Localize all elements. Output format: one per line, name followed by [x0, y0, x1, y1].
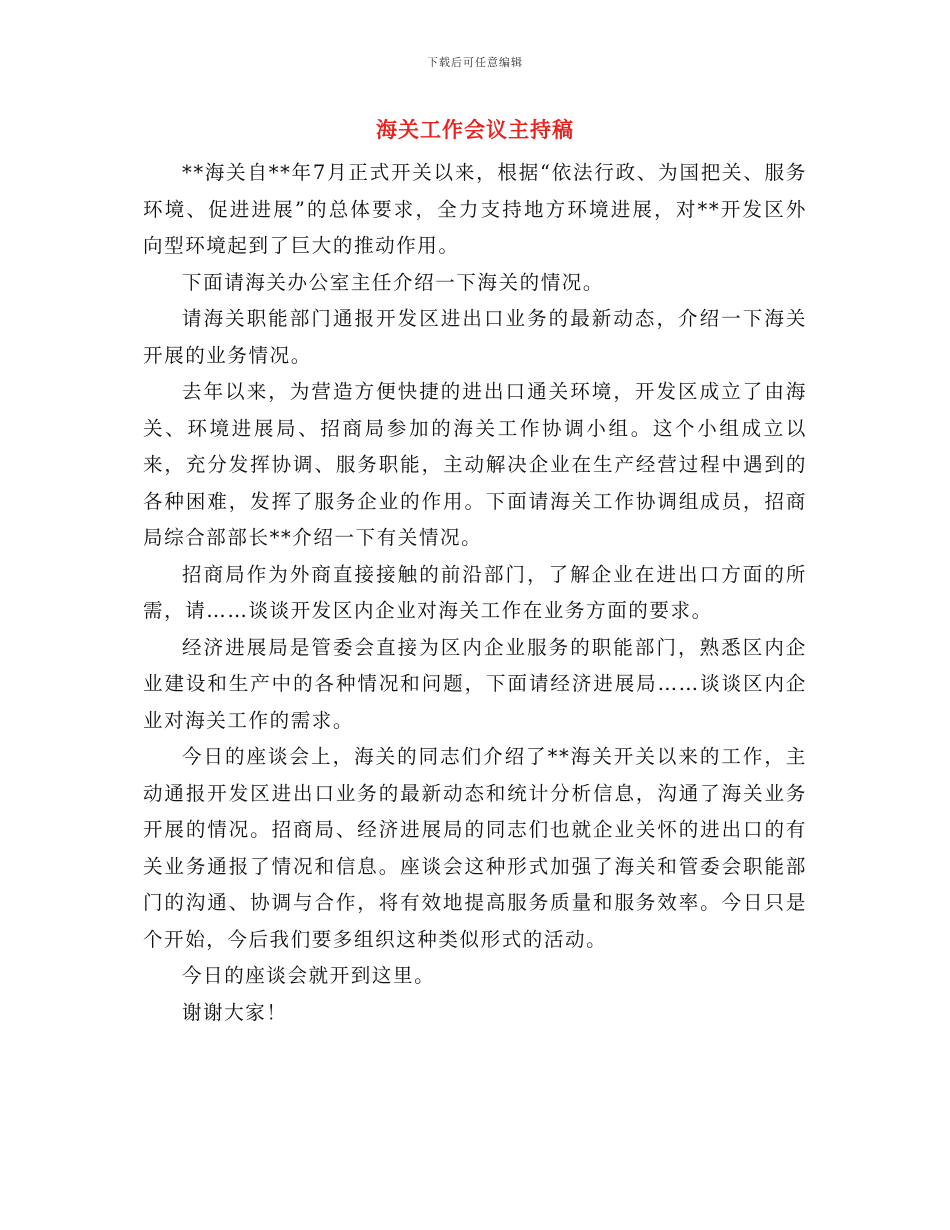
paragraph: 下面请海关办公室主任介绍一下海关的情况。: [182, 270, 605, 294]
document-title: 海关工作会议主持稿: [376, 118, 574, 142]
paragraph: 今日的座谈会就开到这里。: [182, 964, 436, 987]
paragraph: 招商局作为外商直接接触的前沿部门，了解企业在进出口方面的所需，请……谈谈开发区内企业对海关工作在业务方面的要求。: [143, 562, 807, 622]
paragraph: 请海关职能部门通报开发区进出口业务的最新动态，介绍一下海关开展的业务情况。: [143, 307, 807, 367]
paragraph: 经济进展局是管委会直接为区内企业服务的职能部门，熟悉区内企业建设和生产中的各种情况和问题，下面请经济进展局……谈谈区内企业对海关工作的需求。: [143, 635, 807, 732]
paragraph: **海关自**年7月正式开关以来，根据“依法行政、为国把关、服务环境、促进进展”的总体要求，全力支持地方环境进展，对**开发区外向型环境起到了巨大的推动作用。: [143, 161, 807, 257]
paragraph: 谢谢大家！: [182, 1000, 288, 1024]
document-body: [143, 155, 807, 1031]
header-note: 下载后可任意编辑: [427, 56, 523, 69]
paragraph: 今日的座谈会上，海关的同志们介绍了**海关开关以来的工作，主动通报开发区进出口业务的最新动态和统计分析信息，沟通了海关业务开展的情况。招商局、经济进展局的同志们也就企业关怀的进出口的有关业务通报了情况和信息。座谈会这种形式加强了海关和管委会职能部门的沟通、协调与合作，将有效地提高服务质量和服务效率。今日只是个开始，今后我们要多组织这种类似形式的活动。: [143, 745, 807, 951]
paragraph: 去年以来，为营造方便快捷的进出口通关环境，开发区成立了由海关、环境进展局、招商局参加的海关工作协调小组。这个小组成立以来，充分发挥协调、服务职能，主动解决企业在生产经营过程中遇到的各种困难，发挥了服务企业的作用。下面请海关工作协调组成员，招商局综合部部长**介绍一下有关情况。: [143, 380, 807, 549]
